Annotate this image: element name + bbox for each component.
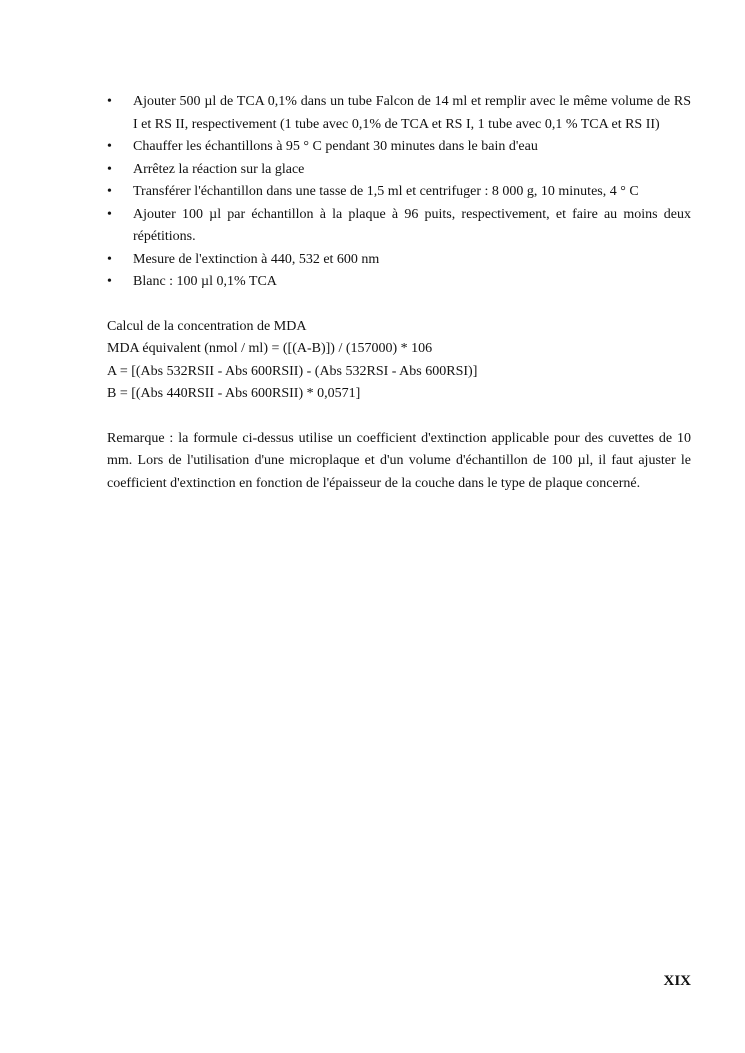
bullet-icon: • [107,274,112,289]
list-item [107,271,691,294]
list-item [107,136,691,159]
bullet-icon: • [107,184,112,199]
list-item [107,91,691,136]
list-item [107,181,691,204]
list-item [107,204,691,249]
list-item-text: Arrêtez la réaction sur la glace [133,161,305,177]
instruction-list [107,91,691,294]
formula-mda: MDA équivalent (nmol / ml) = ([(A-B)]) / (157000) * 106 [107,341,433,356]
bullet-icon: • [107,94,112,109]
calculation-section [107,316,691,406]
list-item-text: Mesure de l'extinction à 440, 532 et 600 nm [133,251,380,267]
list-item-text: Ajouter 500 µl de TCA 0,1% dans un tube Falcon de 14 ml et remplir avec le même volume de RS I et RS II, respectivement (1 tube avec 0,1% de TCA et RS I, 1 tube avec 0,1 % TCA et RS II) [133,94,691,132]
page-content [107,91,691,495]
bullet-icon: • [107,251,112,267]
list-item-text: Blanc : 100 µl 0,1% TCA [133,274,277,289]
page-number: XIX [663,973,691,989]
bullet-icon: • [107,161,112,177]
list-item-text: Chauffer les échantillons à 95 ° C pendant 30 minutes dans le bain d'eau [133,139,538,154]
remark-paragraph: Remarque : la formule ci-dessus utilise un coefficient d'extinction applicable pour des cuvettes de 10 mm. Lors de l'utilisation d'une microplaque et d'un volume d'échantillon de 100 µl, il faut ajuster le coefficient d'extinction en fonction de l'épaisseur de la couche dans le type de plaque concerné. [107,430,691,491]
calculation-heading: Calcul de la concentration de MDA [107,318,307,334]
list-item-text: Transférer l'échantillon dans une tasse de 1,5 ml et centrifuger : 8 000 g, 10 minutes, 4 ° C [133,184,639,199]
formula-b: B = [(Abs 440RSII - Abs 600RSII) * 0,0571] [107,386,361,401]
list-item [107,159,691,182]
bullet-icon: • [107,139,112,154]
formula-a: A = [(Abs 532RSII - Abs 600RSII) - (Abs 532RSI - Abs 600RSI)] [107,363,478,379]
list-item [107,249,691,272]
list-item-text: Ajouter 100 µl par échantillon à la plaque à 96 puits, respectivement, et faire au moins deux répétitions. [133,206,691,244]
bullet-icon: • [107,206,112,222]
